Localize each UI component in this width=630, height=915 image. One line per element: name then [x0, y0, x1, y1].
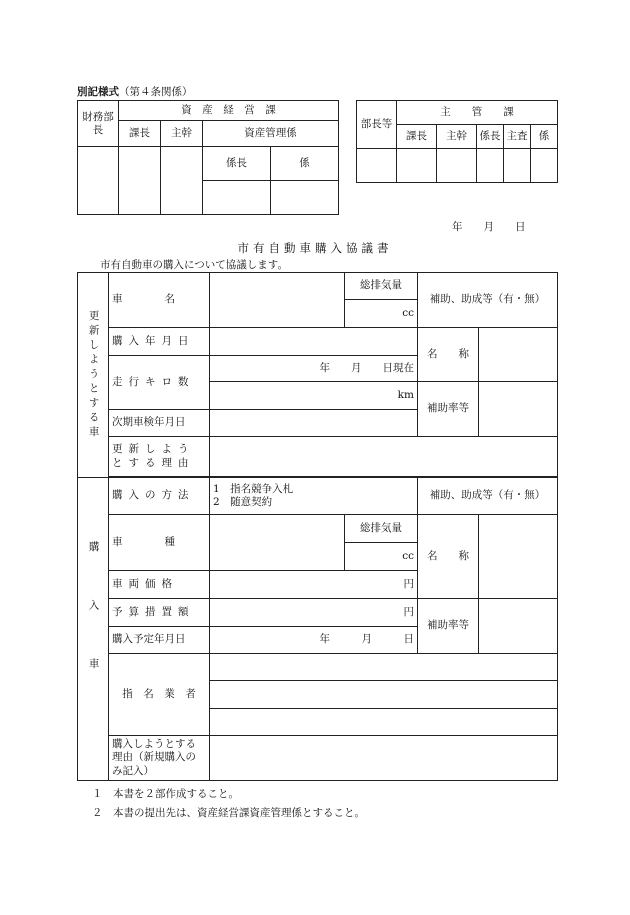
purchase-name-label: 名 称 — [418, 515, 479, 599]
purchase-price-field[interactable]: 円 — [210, 571, 418, 599]
renew-mileage-label: 走行キロ数 — [109, 356, 210, 410]
renew-reason-field[interactable] — [210, 437, 558, 477]
form-label — [77, 84, 193, 99]
r-shusa-stamp[interactable] — [504, 149, 531, 183]
form-label-text: 別記様式 — [77, 86, 119, 98]
renew-subsidy-rate-field[interactable] — [479, 382, 558, 437]
renew-km-field[interactable]: km — [210, 382, 418, 410]
r-kakaricho-label: 係長 — [477, 125, 504, 149]
purchase-method-label: 購入の方法 — [109, 478, 210, 515]
purchase-section-text: 購入車 — [87, 541, 100, 717]
method-option-2[interactable]: 2 随意契約 — [213, 496, 273, 508]
r-kakaricho-stamp[interactable] — [477, 149, 504, 183]
kacho-label: 課長 — [119, 121, 161, 147]
kakari-label: 係 — [271, 147, 339, 180]
purchase-car-type-field[interactable] — [210, 515, 345, 571]
renew-subsidy-label[interactable]: 補助、助成等（有・無） — [418, 273, 558, 328]
main-form-table — [77, 272, 558, 781]
form-article: （第４条関係） — [119, 86, 193, 98]
date-line[interactable]: 年 月 日 — [452, 221, 526, 233]
bucho-label: 部長等 — [357, 101, 397, 149]
asset-section-label: 資 産 経 営 課 — [119, 101, 339, 121]
renew-section-label — [78, 273, 109, 478]
purchase-subsidy-rate-label: 補助率等 — [418, 599, 479, 654]
main-section-label: 主 管 課 — [397, 101, 558, 125]
renew-purchase-date-field[interactable] — [210, 328, 418, 356]
purchase-price-label: 車両価格 — [109, 571, 210, 599]
r-kacho-label: 課長 — [397, 125, 437, 149]
purchase-name-field[interactable] — [479, 515, 558, 599]
r-shukan-stamp[interactable] — [437, 149, 477, 183]
shukan-label: 主幹 — [161, 121, 203, 147]
purchase-reason-label: 購入しようとする理由（新規購入のみ記入） — [109, 736, 210, 781]
purchase-vendors-label: 指 名 業 者 — [109, 654, 210, 736]
kakaricho-label: 係長 — [203, 147, 271, 180]
renew-name-label: 名 称 — [418, 328, 479, 382]
renew-subsidy-rate-label: 補助率等 — [418, 382, 479, 437]
vendor-field-2[interactable] — [210, 681, 558, 709]
purchase-budget-field[interactable]: 円 — [210, 599, 418, 627]
purchase-reason-field[interactable] — [210, 736, 558, 781]
note-2: ２ 本書の提出先は、資産経営課資産管理係とすること。 — [92, 807, 365, 819]
purchase-subsidy-label[interactable]: 補助、助成等（有・無） — [418, 478, 558, 515]
purchase-cc-field[interactable]: cc — [345, 543, 418, 571]
purchase-car-type-label: 車 種 — [109, 515, 210, 571]
purchase-method-options[interactable] — [210, 478, 418, 515]
vendor-field-3[interactable] — [210, 709, 558, 736]
purchase-planned-date-label: 購入予定年月日 — [109, 627, 210, 654]
renew-car-name-field[interactable] — [210, 273, 345, 328]
method-option-1[interactable]: 1 指名競争入札 — [213, 482, 294, 495]
approval-table-left — [77, 100, 339, 215]
purchase-displacement-label: 総排気量 — [345, 515, 418, 543]
intro-text: 市有自動車の購入について協議します。 — [100, 259, 288, 271]
r-shusa-label: 主査 — [504, 125, 531, 149]
renew-as-of-field[interactable]: 年 月 日現在 — [210, 356, 418, 382]
shukan-stamp[interactable] — [161, 147, 203, 215]
purchase-subsidy-rate-field[interactable] — [479, 599, 558, 654]
kakaricho-stamp[interactable] — [203, 180, 271, 214]
page-title: 市有自動車購入協議書 — [237, 241, 393, 255]
renew-next-inspection-field[interactable] — [210, 410, 418, 437]
r-kakari-label: 係 — [531, 125, 558, 149]
renew-name-field[interactable] — [479, 328, 558, 382]
vendor-field-1[interactable] — [210, 654, 558, 681]
purchase-budget-label: 予算措置額 — [109, 599, 210, 627]
finance-director-label: 財務部長 — [78, 101, 119, 147]
r-kakari-stamp[interactable] — [531, 149, 558, 183]
bucho-stamp[interactable] — [357, 149, 397, 183]
renew-reason-label: 更新しようとする理由 — [109, 437, 210, 477]
renew-cc-field[interactable]: cc — [345, 300, 418, 328]
renew-displacement-label: 総排気量 — [345, 273, 418, 300]
renew-car-name-label: 車 名 — [109, 273, 210, 328]
purchase-planned-date-field[interactable]: 年 月 日 — [210, 627, 418, 654]
kakari-stamp[interactable] — [271, 180, 339, 214]
renew-next-inspection-label: 次期車検年月日 — [109, 410, 210, 437]
r-shukan-label: 主幹 — [437, 125, 477, 149]
renew-purchase-date-label: 購入年月日 — [109, 328, 210, 356]
purchase-section-label — [78, 478, 109, 781]
renew-section-text: 更新しようとする車 — [87, 309, 100, 441]
finance-director-stamp[interactable] — [78, 147, 119, 215]
kacho-stamp[interactable] — [119, 147, 161, 215]
kanri-label: 資産管理係 — [203, 121, 339, 147]
approval-table-right — [356, 100, 558, 183]
note-1: １ 本書を２部作成すること。 — [92, 788, 239, 800]
r-kacho-stamp[interactable] — [397, 149, 437, 183]
